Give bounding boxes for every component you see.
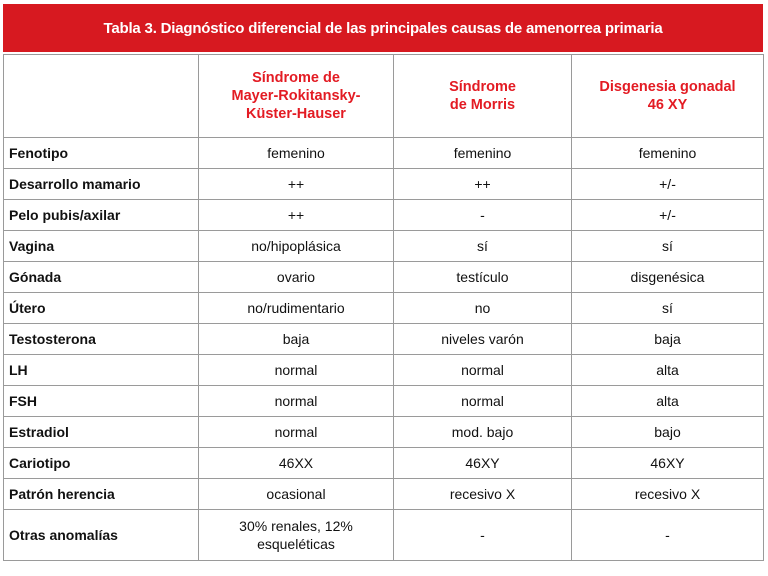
table-row [4, 355, 764, 386]
table-row [4, 417, 764, 448]
cell: femenino [572, 138, 764, 169]
cell: normal [394, 386, 572, 417]
row-label: Fenotipo [4, 138, 199, 169]
table-row [4, 200, 764, 231]
row-label: Patrón herencia [4, 479, 199, 510]
row-label: Gónada [4, 262, 199, 293]
cell: baja [572, 324, 764, 355]
row-label: Estradiol [4, 417, 199, 448]
cell: normal [199, 355, 394, 386]
cell: no/hipoplásica [199, 231, 394, 262]
header-gonadal-line: Disgenesia gonadal [599, 79, 736, 95]
header-mrkh-line: Küster-Hauser [246, 106, 346, 122]
table-row [4, 262, 764, 293]
cell: no [394, 293, 572, 324]
cell: femenino [199, 138, 394, 169]
row-label: FSH [4, 386, 199, 417]
row-label: Otras anomalías [4, 510, 199, 561]
cell: normal [199, 417, 394, 448]
cell: sí [572, 231, 764, 262]
table-row [4, 386, 764, 417]
header-mrkh-line: Mayer-Rokitansky- [231, 88, 361, 104]
cell: - [394, 200, 572, 231]
table-figure [3, 4, 763, 572]
cell-line: esqueléticas [257, 536, 335, 552]
cell: ++ [394, 169, 572, 200]
row-label: Pelo pubis/axilar [4, 200, 199, 231]
cell: - [572, 510, 764, 561]
cell: +/- [572, 169, 764, 200]
cell: testículo [394, 262, 572, 293]
header-gonadal-dysgenesis [572, 55, 764, 138]
row-label: Desarrollo mamario [4, 169, 199, 200]
cell: 46XY [572, 448, 764, 479]
header-gonadal-line: 46 XY [647, 97, 688, 113]
row-label: Testosterona [4, 324, 199, 355]
differential-diagnosis-table [3, 54, 764, 561]
cell: normal [394, 355, 572, 386]
cell: ovario [199, 262, 394, 293]
cell: 46XY [394, 448, 572, 479]
header-mrkh [199, 55, 394, 138]
row-label: Útero [4, 293, 199, 324]
cell: no/rudimentario [199, 293, 394, 324]
cell: alta [572, 355, 764, 386]
cell: disgenésica [572, 262, 764, 293]
row-label: LH [4, 355, 199, 386]
header-morris-line: de Morris [449, 97, 516, 113]
cell [199, 510, 394, 561]
cell: sí [394, 231, 572, 262]
cell: baja [199, 324, 394, 355]
cell: - [394, 510, 572, 561]
table-row [4, 293, 764, 324]
header-mrkh-line: Síndrome de [252, 70, 340, 86]
cell: alta [572, 386, 764, 417]
table-row [4, 231, 764, 262]
cell: recesivo X [394, 479, 572, 510]
header-row [4, 55, 764, 138]
cell: sí [572, 293, 764, 324]
cell: recesivo X [572, 479, 764, 510]
table-row [4, 169, 764, 200]
cell: mod. bajo [394, 417, 572, 448]
table-row [4, 324, 764, 355]
table-row [4, 510, 764, 561]
header-empty-cell [4, 55, 199, 138]
row-label: Vagina [4, 231, 199, 262]
cell: +/- [572, 200, 764, 231]
cell: bajo [572, 417, 764, 448]
cell: ocasional [199, 479, 394, 510]
table-row [4, 448, 764, 479]
cell: ++ [199, 200, 394, 231]
table-row [4, 479, 764, 510]
table-title: Tabla 3. Diagnóstico diferencial de las principales causas de amenorrea primaria [3, 4, 763, 54]
table-row [4, 138, 764, 169]
header-morris [394, 55, 572, 138]
cell: normal [199, 386, 394, 417]
cell: ++ [199, 169, 394, 200]
cell-line: 30% renales, 12% [239, 518, 353, 534]
row-label: Cariotipo [4, 448, 199, 479]
cell: niveles varón [394, 324, 572, 355]
header-morris-line: Síndrome [449, 79, 516, 95]
cell: femenino [394, 138, 572, 169]
cell: 46XX [199, 448, 394, 479]
